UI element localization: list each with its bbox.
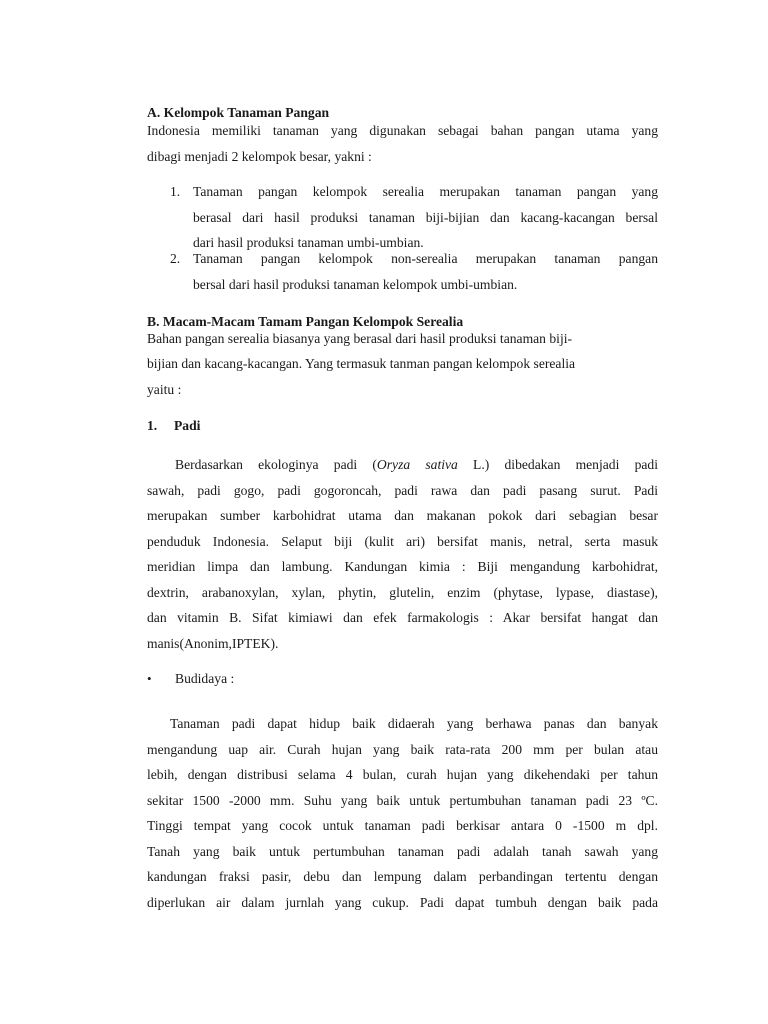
padi-line1-pre: Berdasarkan ekologinya padi ( — [175, 457, 377, 472]
list-item-line: dari hasil produksi tanaman umbi-umbian. — [193, 235, 424, 250]
section-a-heading: A. Kelompok Tanaman Pangan — [147, 105, 330, 120]
padi-paragraph-line1 — [175, 456, 658, 473]
section-b-heading: B. Macam-Macam Tamam Pangan Kelompok Serealia — [147, 314, 464, 329]
padi-paragraph-line: dan vitamin B. Sifat kimiawi dan efek farmakologis : Akar bersifat hangat dan — [147, 610, 658, 625]
padi-number: 1. — [147, 418, 158, 433]
list-number: 2. — [170, 251, 181, 266]
list-item-line: berasal dari hasil produksi tanaman biji-bijian dan kacang-kacangan bersal — [193, 210, 658, 225]
budidaya-paragraph-line: Tanaman padi dapat hidup baik didaerah yang berhawa panas dan banyak — [170, 716, 658, 731]
list-item-line: Tanaman pangan kelompok non-serealia merupakan tanaman pangan — [193, 251, 658, 266]
budidaya-paragraph-line: diperlukan air dalam jurnlah yang cukup. Padi dapat tumbuh dengan baik pada — [147, 895, 658, 910]
budidaya-paragraph-line: mengandung uap air. Curah hujan yang baik rata-rata 200 mm per bulan atau — [147, 742, 658, 757]
section-b-intro-line: yaitu : — [147, 382, 182, 397]
padi-paragraph-line: manis(Anonim,IPTEK). — [147, 636, 279, 651]
budidaya-paragraph-line: Tinggi tempat yang cocok untuk tanaman padi berkisar antara 0 -1500 m dpl. — [147, 818, 658, 833]
padi-paragraph-line: meridian limpa dan lambung. Kandungan kimia : Biji mengandung karbohidrat, — [147, 559, 658, 574]
budidaya-paragraph-line: sekitar 1500 -2000 mm. Suhu yang baik untuk pertumbuhan tanaman padi 23 ºC. — [147, 793, 658, 808]
budidaya-paragraph-line: lebih, dengan distribusi selama 4 bulan, curah hujan yang dikehendaki per tahun — [147, 767, 658, 782]
section-a-intro-line: dibagi menjadi 2 kelompok besar, yakni : — [147, 149, 372, 164]
padi-title: Padi — [174, 418, 201, 433]
list-item-line: Tanaman pangan kelompok serealia merupakan tanaman pangan yang — [193, 184, 658, 199]
budidaya-paragraph-line: Tanah yang baik untuk pertumbuhan tanaman padi adalah tanah sawah yang — [147, 844, 658, 859]
budidaya-paragraph-line: kandungan fraksi pasir, debu dan lempung dalam perbandingan tertentu dengan — [147, 869, 658, 884]
padi-paragraph-line: dextrin, arabanoxylan, xylan, phytin, glutelin, enzim (phytase, lypase, diastase), — [147, 585, 658, 600]
padi-latin-name: Oryza sativa — [376, 457, 458, 472]
list-item-line: bersal dari hasil produksi tanaman kelompok umbi-umbian. — [193, 277, 518, 292]
bullet-icon: • — [147, 671, 152, 686]
list-number: 1. — [170, 184, 181, 199]
padi-paragraph-line: merupakan sumber karbohidrat utama dan makanan pokok dari sebagian besar — [147, 508, 658, 523]
section-a-intro-line: Indonesia memiliki tanaman yang digunakan sebagai bahan pangan utama yang — [147, 123, 658, 138]
section-b-intro-line: bijian dan kacang-kacangan. Yang termasuk tanman pangan kelompok serealia — [147, 356, 576, 371]
padi-paragraph-line: sawah, padi gogo, padi gogoroncah, padi rawa dan padi pasang surut. Padi — [147, 483, 658, 498]
padi-line1-post: L.) dibedakan menjadi padi — [457, 457, 658, 472]
section-b-intro-line: Bahan pangan serealia biasanya yang berasal dari hasil produksi tanaman biji- — [147, 331, 573, 346]
budidaya-label: Budidaya : — [175, 671, 235, 686]
padi-paragraph-line: penduduk Indonesia. Selaput biji (kulit ari) bersifat manis, netral, serta masuk — [147, 534, 658, 549]
